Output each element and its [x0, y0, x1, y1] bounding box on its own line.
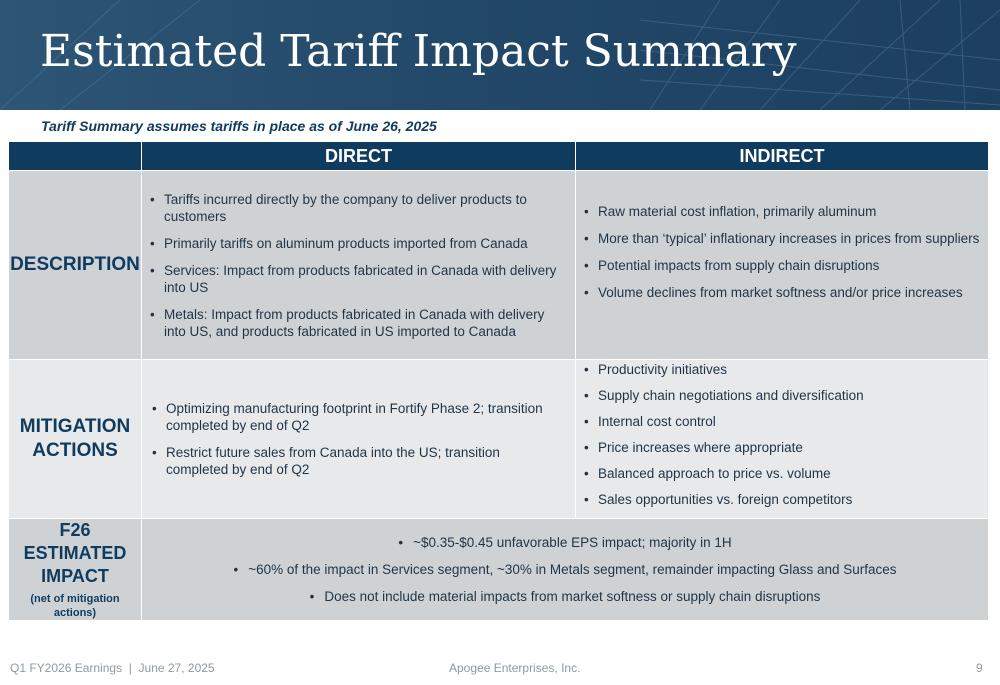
list-item: • Restrict future sales from Canada into the US; transition completed by end of Q2: [148, 444, 555, 478]
row-label-mitigation-line1: MITIGATION: [19, 416, 131, 437]
list-item: • Supply chain negotiations and diversification: [580, 387, 984, 404]
mitigation-indirect-cell: [576, 360, 989, 519]
row-label-impact-line1: F26 ESTIMATED: [23, 520, 127, 563]
list-item: • More than ‘typical’ inflationary increases in prices from suppliers: [580, 230, 982, 247]
table-row-impact: [9, 519, 989, 621]
page-title: Estimated Tariff Impact Summary: [40, 26, 797, 77]
list-item: • Price increases where appropriate: [580, 439, 984, 456]
footer-earnings-date: Q1 FY2026 Earnings | June 27, 2025: [10, 661, 215, 675]
table-header-row: [9, 142, 989, 171]
list-item: • Raw material cost inflation, primarily aluminum: [580, 203, 982, 220]
row-label-mitigation-line2: ACTIONS: [32, 440, 118, 461]
bullet-dot-icon: •: [309, 589, 315, 604]
list-item: • Volume declines from market softness and/or price increases: [580, 284, 982, 301]
list-item: • Internal cost control: [580, 413, 984, 430]
impact-item-text: ~60% of the impact in Services segment, ~30% in Metals segment, remainder impacting Glass and Surfaces: [248, 562, 897, 577]
title-banner: [0, 0, 1000, 110]
impact-list: [142, 534, 988, 605]
mitigation-direct-list: [148, 400, 555, 478]
row-label-description-text: DESCRIPTION: [10, 254, 140, 275]
list-item: • Productivity initiatives: [580, 361, 984, 378]
row-label-impact-sub: (net of mitigation actions): [30, 593, 120, 619]
list-item: • Optimizing manufacturing footprint in Fortify Phase 2; transition completed by end of Q2: [148, 400, 555, 434]
tariff-summary-table: [8, 141, 989, 621]
mitigation-indirect-list: [580, 361, 984, 508]
list-item: • Potential impacts from supply chain disruptions: [580, 257, 982, 274]
tariff-assumption-note: Tariff Summary assumes tariffs in place as of June 26, 2025: [41, 118, 437, 134]
list-item: • Metals: Impact from products fabricated in Canada with delivery into US, and products fabricated in US imported to Canada: [146, 306, 569, 340]
list-item: [142, 534, 988, 551]
bullet-dot-icon: •: [398, 535, 404, 550]
list-item: • Tariffs incurred directly by the company to deliver products to customers: [146, 191, 569, 225]
list-item: [142, 561, 988, 578]
impact-item-text: Does not include material impacts from market softness or supply chain disruptions: [324, 589, 821, 604]
impact-item-text: ~$0.35-$0.45 unfavorable EPS impact; majority in 1H: [413, 535, 732, 550]
bullet-dot-icon: •: [233, 562, 239, 577]
table-row-description: [9, 171, 989, 360]
row-label-impact: [9, 519, 142, 621]
column-header-direct: DIRECT: [142, 142, 576, 171]
description-direct-cell: [142, 171, 576, 360]
list-item: • Balanced approach to price vs. volume: [580, 465, 984, 482]
list-item: • Sales opportunities vs. foreign competitors: [580, 491, 984, 508]
description-direct-list: [146, 191, 569, 340]
page-number: 9: [976, 661, 983, 675]
list-item: [142, 588, 988, 605]
table-row-mitigation: [9, 360, 989, 519]
description-indirect-list: [580, 203, 982, 301]
column-header-indirect: INDIRECT: [576, 142, 989, 171]
row-label-impact-line2: IMPACT: [41, 566, 109, 586]
header-blank-cell: [9, 142, 142, 171]
footer-company-name: Apogee Enterprises, Inc.: [449, 661, 581, 675]
mitigation-direct-cell: [142, 360, 576, 519]
row-label-description: [9, 171, 142, 360]
list-item: • Services: Impact from products fabricated in Canada with delivery into US: [146, 262, 569, 296]
row-label-mitigation: [9, 360, 142, 519]
impact-cell: [142, 519, 989, 621]
description-indirect-cell: [576, 171, 989, 360]
list-item: • Primarily tariffs on aluminum products imported from Canada: [146, 235, 569, 252]
